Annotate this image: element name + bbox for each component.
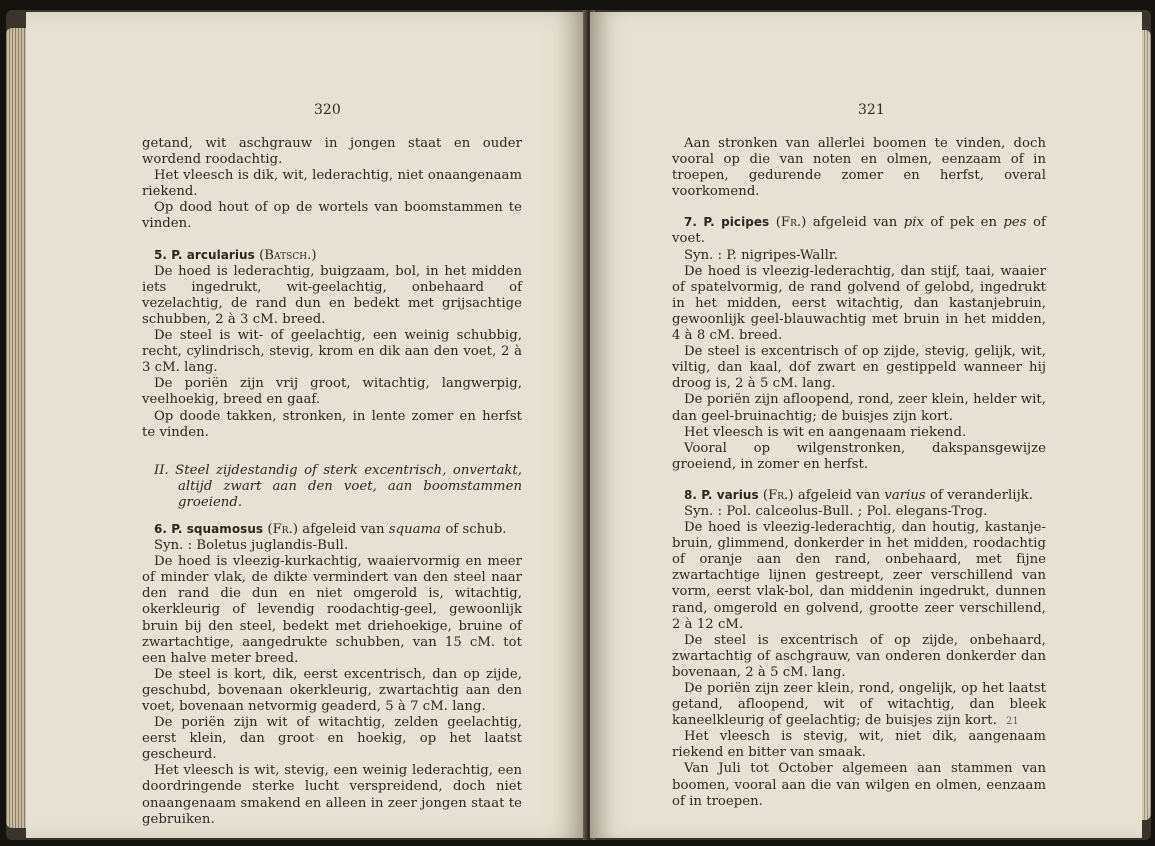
paragraph: De poriën zijn wit of witachtig, zelden geelachtig, eerst klein, dan groot en hoekig, op het laatst gescheurd. (142, 715, 522, 763)
right-page-text (672, 136, 1046, 810)
paragraph: De poriën zijn vrij groot, witachtig, langwerpig, veelhoekig, breed en gaaf. (142, 376, 522, 408)
derivation-text: of veranderlijk. (930, 487, 1033, 503)
paragraph: Op dood hout of op de wortels van boomstammen te vinden. (142, 200, 522, 232)
paragraph: Het vleesch is dik, wit, lederachtig, niet onaangenaam riekend. (142, 168, 522, 200)
species-author: (Fr.) (775, 215, 807, 231)
paragraph: De hoed is vleezig-lederachtig, dan stijf, taai, waaier of spatelvormig, de rand golvend of gelobd, ingedrukt in het midden, eerst witachtig, dan kastanjebruin, gewoonlijk geel-blauwachtig met bruin in het midden, 4 à 8 cM. breed. (672, 263, 1046, 344)
printer-signature-mark: 21 (1006, 716, 1019, 727)
paragraph: De steel is excentrisch of op zijde, onbehaard, zwartachtig of aschgrauw, van onderen donkerder dan bovenaan, 2 à 5 cM. lang. (672, 632, 1046, 680)
species-name: 8. P. varius (684, 487, 759, 502)
synonym-line: Syn. : Boletus juglandis-Bull. (154, 538, 349, 554)
paragraph: De steel is wit- of geelachtig, een weinig schubbig, recht, cylindrisch, stevig, krom en dik aan den voet, 2 à 3 cM. lang. (142, 328, 522, 376)
species-author: (Fr.) (762, 487, 794, 503)
species-heading-6 (142, 521, 522, 538)
open-book (6, 10, 1151, 840)
latin-word: varius (884, 487, 926, 503)
paragraph: De poriën zijn afloopend, rond, zeer klein, helder wit, dan geel-bruinachtig; de buisjes zijn kort. (672, 392, 1046, 424)
species-heading-8 (672, 487, 1046, 504)
latin-word: squama (388, 521, 442, 537)
page-number-right: 321 (858, 102, 885, 118)
derivation-text: afgeleid van (812, 215, 898, 231)
paragraph: getand, wit aschgrauw in jongen staat en ouder wordend roodachtig. (142, 136, 522, 168)
paragraph: Het vleesch is wit en aangenaam riekend. (684, 424, 967, 440)
latin-word: pix (903, 215, 924, 231)
paragraph: Vooral op wilgenstronken, dakspansgewijze groeiend, in zomer en herfst. (672, 440, 1046, 472)
species-heading-7 (672, 214, 1046, 247)
paragraph: De hoed is vleezig-kurkachtig, waaiervormig en meer of minder vlak, de dikte vermindert van den steel naar den rand die dun en niet omgerold is, witachtig, okerkleurig of levendig roodachtig-geel, gewoonlijk bruin bij den steel, bedekt met driehoekige, bruine of zwartachtige, aangedrukte schubben, van 15 cM. tot een halve meter breed. (142, 554, 522, 666)
right-page (590, 12, 1142, 838)
left-page (26, 12, 588, 838)
paragraph: Aan stronken van allerlei boomen te vinden, doch vooral op die van noten en olmen, eenzaam of in troepen, gedurende zomer en herfst, overal voorkomend. (672, 136, 1046, 200)
paragraph: Het vleesch is stevig, wit, niet dik, aangenaam riekend en bitter van smaak. (672, 729, 1046, 761)
species-author: (Fr.) (267, 521, 299, 537)
paragraph: De steel is kort, dik, eerst excentrisch, dan op zijde, geschubd, bovenaan okerkleurig, zwartachtig aan den voet, bovenaan netvormig geaderd, 5 à 7 cM. lang. (142, 666, 522, 714)
paragraph: Van Juli tot October algemeen aan stammen van boomen, vooral aan die van wilgen en olmen, eenzaam of in troepen. (672, 761, 1046, 809)
paragraph: De poriën zijn zeer klein, rond, ongelijk, op het laatst getand, afloopend, wit of witachtig, dan bleek kaneelkleurig of geelachtig; de buisjes zijn kort. (672, 681, 1046, 729)
synonym-line: Syn. : Pol. calceolus-Bull. ; Pol. elegans-Trog. (684, 503, 988, 519)
species-name: 7. P. picipes (684, 215, 770, 230)
derivation-text: of pek en (930, 215, 997, 231)
derivation-text: of schub. (445, 521, 507, 537)
synonym-line: Syn. : P. nigripes-Wallr. (684, 247, 839, 263)
paragraph: Op doode takken, stronken, in lente zomer en herfst te vinden. (142, 408, 522, 440)
left-page-text (142, 136, 522, 828)
left-page-edges (6, 28, 26, 828)
species-heading-5 (142, 247, 522, 264)
latin-word: pes (1003, 215, 1027, 231)
derivation-text: afgeleid van (302, 521, 385, 537)
species-author: (Batsch.) (259, 247, 317, 263)
paragraph: De steel is excentrisch of op zijde, stevig, gelijk, wit, viltig, dan kaal, dof zwart en gestippeld wanneer hij droog is, 2 à 5 cM. lang. (672, 344, 1046, 392)
paragraph: De hoed is vleezig-lederachtig, dan houtig, kastanje-bruin, glimmend, donkerder in het midden, roodachtig of oranje aan den rand, onbehaard, met fijne zwartachtige lijnen gestreept, zeer verschillend van vorm, eerst vlak-bol, dan middenin ingedrukt, dunnen rand, omgerold en golvend, grootte zeer verschillend, 2 à 12 cM. (672, 520, 1046, 632)
section-heading-II: II. Steel zijdestandig of sterk excentrisch, onvertakt, altijd zwart aan den voet, aan boomstammen groeiend. (154, 462, 522, 510)
derivation-text: afgeleid van (797, 487, 881, 503)
derivation-text: of voet. (672, 215, 1046, 247)
paragraph: De hoed is lederachtig, buigzaam, bol, in het midden iets ingedrukt, wit-geelachtig, onbehaard of vezelachtig, de rand dun en bedekt met grijsachtige schubben, 2 à 3 cM. breed. (142, 263, 522, 327)
species-name: 5. P. arcularius (154, 247, 255, 262)
page-number-left: 320 (314, 102, 341, 118)
species-name: 6. P. squamosus (154, 521, 264, 536)
paragraph: Het vleesch is wit, stevig, een weinig lederachtig, een doordringende sterke lucht verspreidend, doch niet onaangenaam smakend en alleen in zeer jongen staat te gebruiken. (142, 763, 522, 827)
